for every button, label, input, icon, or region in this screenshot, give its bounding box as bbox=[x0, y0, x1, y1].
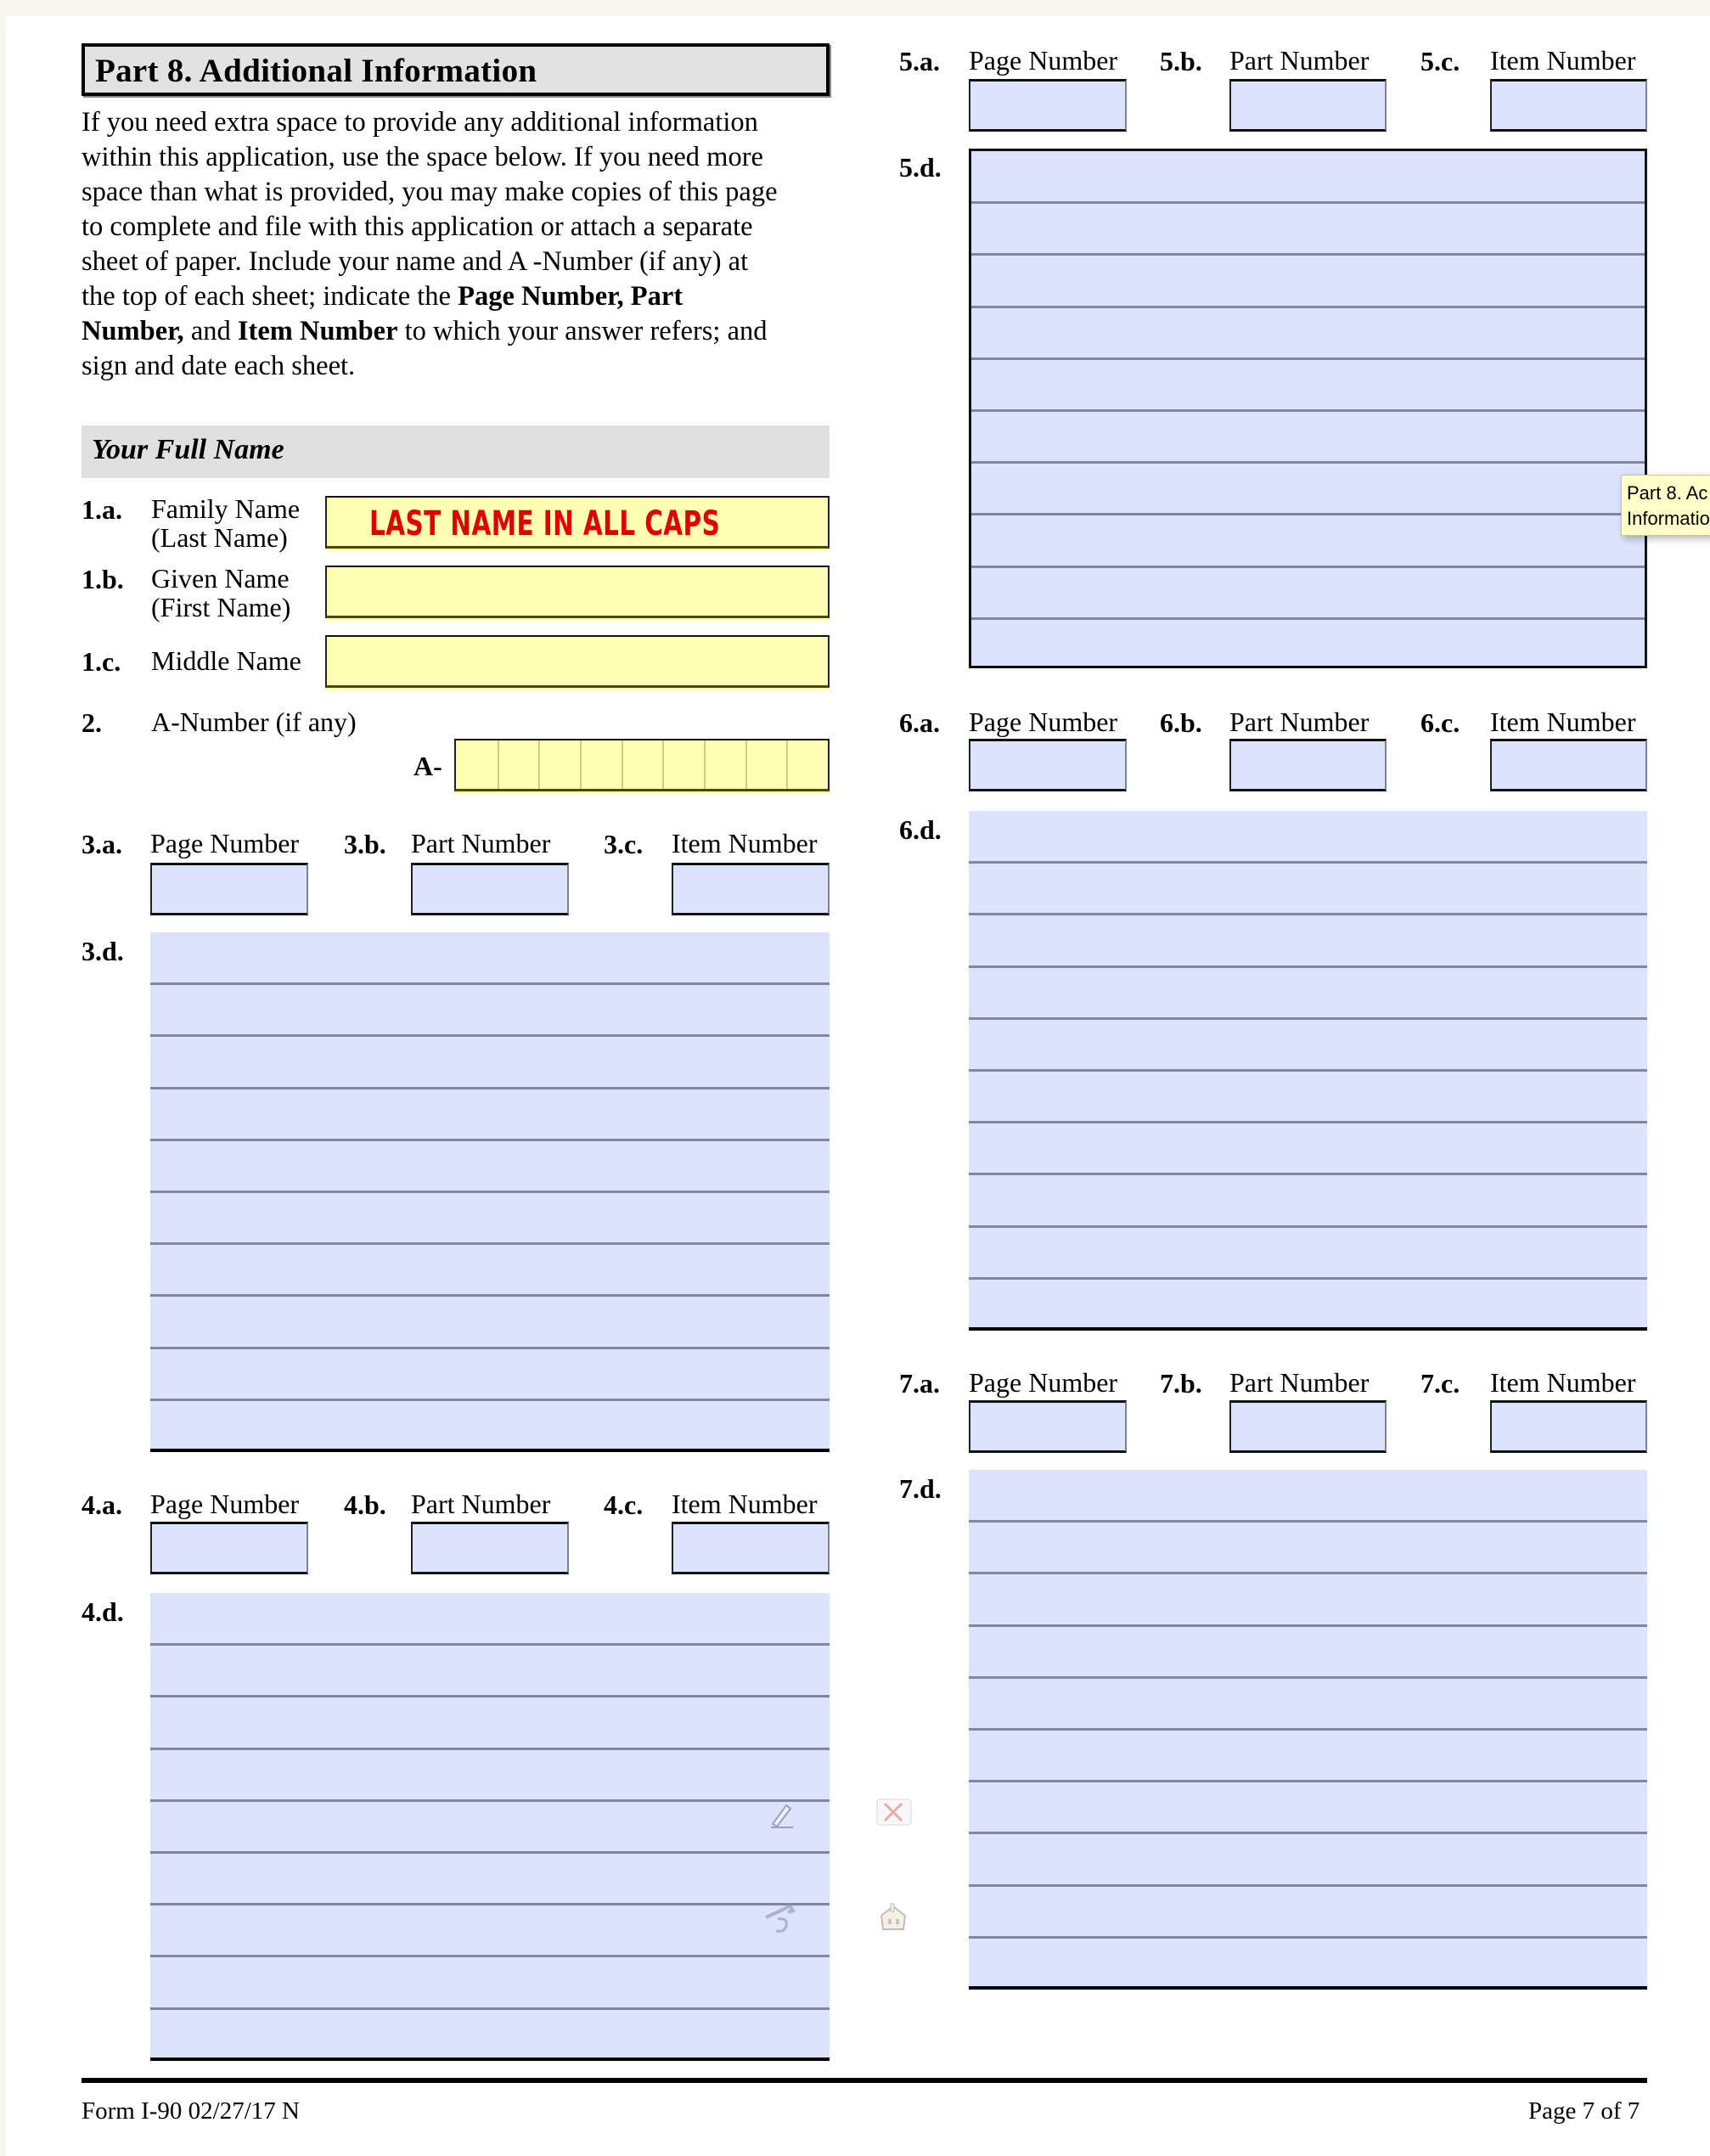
part-number-input-7[interactable] bbox=[1229, 1400, 1387, 1453]
text-line-rule bbox=[971, 306, 1645, 308]
item-number-7d: 7.d. bbox=[899, 1473, 942, 1504]
a-number-cell-divider bbox=[745, 740, 747, 789]
part-number-input-6[interactable] bbox=[1229, 739, 1387, 791]
intro-bold-text: Page Number, Part bbox=[458, 281, 683, 312]
a-number-cell-divider bbox=[662, 740, 664, 789]
section-title: Your Full Name bbox=[92, 434, 284, 465]
a-number-cell-divider bbox=[498, 740, 499, 789]
item-number-4b: 4.b. bbox=[344, 1489, 386, 1520]
item-number-label: Item Number bbox=[1490, 706, 1636, 737]
text-line-rule bbox=[969, 965, 1647, 968]
part-8-header bbox=[82, 43, 830, 96]
text-area-bottom-border bbox=[969, 1327, 1647, 1331]
intro-bold-text: Number, bbox=[82, 316, 184, 346]
text-line-rule bbox=[150, 1799, 830, 1802]
text-area-bottom-border bbox=[150, 2057, 830, 2061]
item-number-input-5[interactable] bbox=[1490, 79, 1647, 132]
page-number-input-7[interactable] bbox=[969, 1400, 1127, 1453]
text-line-rule bbox=[969, 861, 1647, 864]
item-number-6d: 6.d. bbox=[899, 814, 942, 845]
text-line-rule bbox=[150, 1399, 830, 1401]
text-line-rule bbox=[150, 1748, 830, 1750]
intro-line: sheet of paper. Include your name and A -Number (if any) at bbox=[82, 246, 749, 277]
item-number-6c: 6.c. bbox=[1420, 707, 1460, 738]
item-number-label: Item Number bbox=[672, 828, 818, 858]
item-number-input-4[interactable] bbox=[672, 1522, 830, 1574]
label-line: Family Name bbox=[151, 493, 301, 524]
text-line-rule bbox=[969, 1936, 1647, 1939]
intro-line bbox=[82, 279, 846, 314]
tooltip-line: Informatio bbox=[1627, 508, 1710, 529]
a-number-label: A-Number (if any) bbox=[151, 706, 357, 737]
text-line-rule bbox=[969, 1728, 1647, 1731]
pencil-icon[interactable] bbox=[764, 1799, 798, 1832]
part-number-label: Part Number bbox=[411, 1489, 551, 1519]
item-number-7c: 7.c. bbox=[1420, 1368, 1460, 1399]
wrench-icon[interactable] bbox=[762, 1902, 798, 1936]
page-number-label: Page Number bbox=[969, 1367, 1118, 1398]
text-line-rule bbox=[971, 357, 1645, 360]
text-line-rule bbox=[150, 982, 830, 985]
text-line-rule bbox=[150, 1139, 830, 1141]
intro-line: space than what is provided, you may make copies of this page bbox=[82, 177, 778, 207]
text-line-rule bbox=[150, 1643, 830, 1646]
page-indicator: Page 7 of 7 bbox=[1528, 2097, 1640, 2125]
additional-info-textarea-4[interactable] bbox=[150, 1593, 830, 2061]
item-number-1b: 1.b. bbox=[82, 564, 124, 594]
item-number-2: 2. bbox=[82, 707, 102, 738]
item-number-7b: 7.b. bbox=[1160, 1368, 1202, 1399]
full-name-section-header bbox=[82, 425, 830, 478]
footer-rule bbox=[82, 2078, 1647, 2083]
text-line-rule bbox=[150, 1191, 830, 1193]
page-number-input-6[interactable] bbox=[969, 739, 1127, 791]
page-number-input-4[interactable] bbox=[150, 1522, 308, 1574]
text-line-rule bbox=[971, 617, 1645, 620]
text-line-rule bbox=[969, 1017, 1647, 1020]
text-line-rule bbox=[969, 1624, 1647, 1627]
intro-text: and bbox=[183, 316, 238, 346]
item-number-input-3[interactable] bbox=[672, 863, 830, 915]
part-number-label: Part Number bbox=[1229, 45, 1370, 76]
form-id: Form I-90 02/27/17 N bbox=[82, 2097, 300, 2125]
a-number-cell-divider bbox=[622, 740, 623, 789]
intro-line: within this application, use the space below. If you need more bbox=[82, 142, 763, 172]
item-number-1c: 1.c. bbox=[82, 646, 121, 677]
part-number-label: Part Number bbox=[411, 828, 551, 858]
instructions-paragraph bbox=[82, 105, 846, 384]
text-area-bottom-border bbox=[150, 1449, 830, 1452]
text-line-rule bbox=[969, 1121, 1647, 1123]
text-line-rule bbox=[969, 1676, 1647, 1679]
item-number-5d: 5.d. bbox=[899, 152, 942, 183]
page-number-label: Page Number bbox=[150, 1489, 300, 1519]
text-line-rule bbox=[971, 201, 1645, 204]
field-tooltip bbox=[1621, 475, 1710, 536]
item-number-input-7[interactable] bbox=[1490, 1400, 1647, 1453]
text-line-rule bbox=[969, 1832, 1647, 1834]
item-number-4a: 4.a. bbox=[82, 1489, 122, 1520]
intro-line: sign and date each sheet. bbox=[82, 351, 356, 381]
part-8-title: Part 8. Additional Information bbox=[95, 53, 537, 89]
text-line-rule bbox=[150, 1903, 830, 1905]
a-number-cell-divider bbox=[704, 740, 706, 789]
page-number-label: Page Number bbox=[969, 45, 1118, 76]
part-number-input-4[interactable] bbox=[411, 1522, 569, 1574]
text-line-rule bbox=[150, 1347, 830, 1349]
item-number-7a: 7.a. bbox=[899, 1368, 940, 1399]
text-line-rule bbox=[150, 1087, 830, 1089]
text-line-rule bbox=[150, 1034, 830, 1037]
a-number-cell-divider bbox=[580, 740, 582, 789]
label-line: (Last Name) bbox=[151, 522, 288, 553]
text-line-rule bbox=[971, 513, 1645, 515]
item-number-5b: 5.b. bbox=[1160, 46, 1202, 76]
item-number-5c: 5.c. bbox=[1420, 46, 1460, 76]
home-icon[interactable] bbox=[878, 1902, 908, 1933]
item-number-4d: 4.d. bbox=[82, 1596, 124, 1627]
family-name-label bbox=[151, 494, 300, 552]
text-line-rule bbox=[969, 1069, 1647, 1072]
tooltip-line: Part 8. Ac bbox=[1627, 482, 1708, 504]
family-name-input[interactable] bbox=[325, 496, 830, 549]
part-number-label: Part Number bbox=[1229, 1367, 1370, 1398]
page-number-input-3[interactable] bbox=[150, 863, 308, 915]
family-name-value: LAST NAME IN ALL CAPS bbox=[369, 504, 721, 543]
text-line-rule bbox=[969, 1572, 1647, 1574]
label-line: (First Name) bbox=[151, 592, 291, 622]
intro-text: the top of each sheet; indicate the bbox=[82, 281, 458, 312]
a-number-input[interactable] bbox=[454, 739, 830, 791]
intro-text: to which your answer refers; and bbox=[397, 316, 768, 346]
item-number-6a: 6.a. bbox=[899, 707, 940, 738]
intro-line bbox=[82, 314, 846, 349]
item-number-3b: 3.b. bbox=[344, 829, 386, 859]
label-line: Given Name bbox=[151, 563, 290, 594]
middle-name-input[interactable] bbox=[325, 635, 830, 688]
text-line-rule bbox=[969, 1780, 1647, 1782]
item-number-3a: 3.a. bbox=[82, 829, 122, 859]
page-number-input-5[interactable] bbox=[969, 79, 1127, 132]
text-line-rule bbox=[150, 1955, 830, 1957]
text-line-rule bbox=[150, 1242, 830, 1245]
a-number-prefix: A- bbox=[413, 751, 442, 781]
item-number-1a: 1.a. bbox=[82, 494, 122, 525]
page-number-label: Page Number bbox=[150, 828, 300, 858]
page-number-label: Page Number bbox=[969, 706, 1118, 737]
text-line-rule bbox=[969, 1520, 1647, 1523]
additional-info-textarea-5[interactable] bbox=[969, 149, 1647, 668]
text-line-rule bbox=[971, 566, 1645, 568]
intro-bold-text: Item Number bbox=[237, 316, 398, 346]
text-line-rule bbox=[971, 409, 1645, 412]
additional-info-textarea-3[interactable] bbox=[150, 932, 830, 1452]
part-number-label: Part Number bbox=[1229, 706, 1370, 737]
a-number-cell-divider bbox=[786, 740, 788, 789]
item-number-label: Item Number bbox=[672, 1489, 818, 1519]
intro-line: to complete and file with this application or attach a separate bbox=[82, 211, 753, 242]
text-line-rule bbox=[969, 913, 1647, 915]
a-number-cell-divider bbox=[538, 740, 540, 789]
text-line-rule bbox=[150, 1294, 830, 1297]
text-line-rule bbox=[969, 1884, 1647, 1887]
close-icon[interactable] bbox=[876, 1799, 912, 1827]
text-line-rule bbox=[150, 1851, 830, 1854]
item-number-5a: 5.a. bbox=[899, 46, 940, 76]
text-line-rule bbox=[971, 461, 1645, 464]
text-line-rule bbox=[969, 1225, 1647, 1228]
text-line-rule bbox=[969, 1173, 1647, 1175]
item-number-3d: 3.d. bbox=[82, 936, 124, 966]
given-name-input[interactable] bbox=[325, 566, 830, 618]
item-number-label: Item Number bbox=[1490, 45, 1636, 76]
item-number-3c: 3.c. bbox=[604, 829, 644, 859]
item-number-4c: 4.c. bbox=[604, 1489, 644, 1520]
intro-line: If you need extra space to provide any additional information bbox=[82, 107, 758, 138]
text-line-rule bbox=[150, 1695, 830, 1697]
additional-info-textarea-7[interactable] bbox=[969, 1470, 1647, 1990]
part-number-input-3[interactable] bbox=[411, 863, 569, 915]
text-area-bottom-border bbox=[969, 1986, 1647, 1990]
item-number-label: Item Number bbox=[1490, 1367, 1636, 1398]
additional-info-textarea-6[interactable] bbox=[969, 811, 1647, 1331]
middle-name-label: Middle Name bbox=[151, 645, 301, 676]
part-number-input-5[interactable] bbox=[1229, 79, 1387, 132]
item-number-input-6[interactable] bbox=[1490, 739, 1647, 791]
given-name-label bbox=[151, 564, 290, 622]
text-line-rule bbox=[150, 2007, 830, 2010]
text-line-rule bbox=[969, 1277, 1647, 1280]
item-number-6b: 6.b. bbox=[1160, 707, 1202, 738]
text-line-rule bbox=[971, 253, 1645, 256]
